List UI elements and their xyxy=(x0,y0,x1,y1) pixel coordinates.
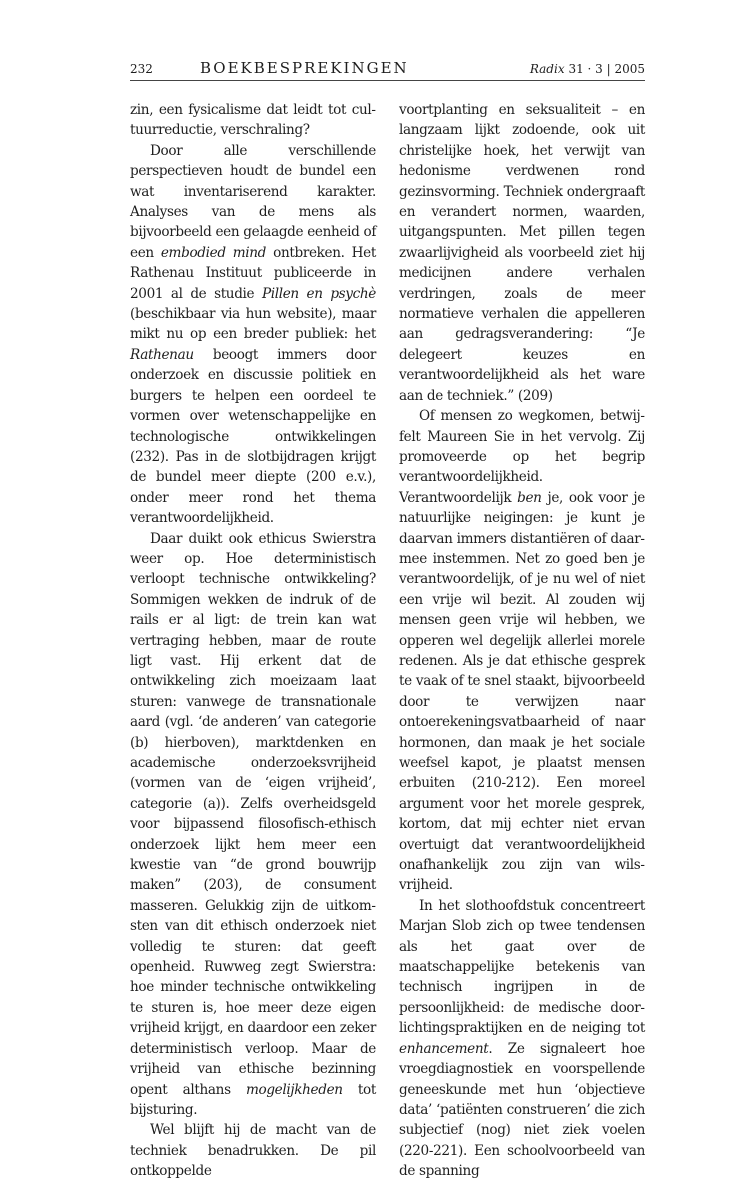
journal-citation xyxy=(530,62,645,76)
page-number: 232 xyxy=(130,62,153,76)
paragraph: Daar duikt ook ethicus Swierstra weer op. Hoe deterministisch verloopt technische ontwikkeling? Sommigen wekken de indruk of de rails er al ligt: de trein kan wat vertraging hebben, maar de route ligt vast. Hij erkent dat de ontwikkeling zich moeizaam laat sturen: vanwege de transnationale aard (vgl. ‘de anderen’ van categorie (b) hierboven), marktdenken en academische onderzoeksvrijheid (vormen van de ‘eigen vrijheid’, categorie (a)). Zelfs overheidsgeld voor bijpassend filosofisch-ethisch onderzoek lijkt hem meer een kwestie van “de grond bouwrijp maken” (203), de consument masseren. Gelukkig zijn de uitkomsten van dit ethisch onderzoek niet volledig te sturen: dat geeft openheid. Ruwweg zegt Swierstra: hoe minder technische ontwikkeling te sturen is, hoe meer deze eigen vrijheid krijgt, en daardoor een zeker deterministisch verloop. Maar de vrijheid van ethische bezinning opent althans mogelijkheden tot bijsturing. xyxy=(130,530,376,1118)
left-column xyxy=(130,100,376,1182)
paragraph: Wel blijft hij de macht van de techniek benadrukken. De pil ontkoppelde xyxy=(130,1122,376,1180)
right-column xyxy=(399,100,645,1182)
header-rule xyxy=(130,80,645,81)
section-title: BOEKBESPREKINGEN xyxy=(200,59,409,77)
paragraph: Of mensen zo wegkomen, betwijfelt Maureen Sie in het vervolg. Zij promoveerde op het begrip verantwoordelijkheid. Verantwoordelijk ben je, ook voor je natuurlijke neigingen: je kunt je daarvan immers distantiëren of daarmee instemmen. Net zo goed ben je verantwoordelijk, of je nu wel of niet een vrije wil bezit. Al zouden wij mensen geen vrije wil hebben, we opperen wel degelijk allerlei morele redenen. Als je dat ethische gesprek te vaak of te snel staakt, bijvoorbeeld door te verwijzen naar ontoerekeningsvatbaarheid of naar hormonen, dan maak je het sociale weefsel kapot, je plaatst mensen erbuiten (210-212). Een moreel argument voor het morele gesprek, kortom, dat mij echter niet ervan overtuigt dat verantwoordelijkheid onafhankelijk zou zijn van wilsvrijheid. xyxy=(399,408,645,894)
paragraph: voortplanting en seksualiteit – en langzaam lijkt zodoende, ook uit christelijke hoek, het verwijt van hedonisme verdwenen rond gezinsvorming. Techniek ondergraaft en verandert normen, waarden, uitgangspunten. Met pillen tegen zwaarlijvigheid als voorbeeld ziet hij medicijnen andere verhalen verdringen, zoals de meer normatieve verhalen die appelleren aan gedragsverandering: “Je delegeert keuzes en verantwoordelijkheid als het ware aan de techniek.” (209) xyxy=(399,102,645,404)
paragraph: zin, een fysicalisme dat leidt tot cultuurreductie, verschraling? xyxy=(130,102,376,139)
running-header xyxy=(130,59,645,79)
paragraph: In het slothoofdstuk concentreert Marjan Slob zich op twee tendensen als het gaat over de maatschappelijke betekenis van technisch ingrijpen in de persoonlijkheid: de medische doorlichtingspraktijken en de neiging tot enhancement. Ze signaleert hoe vroegdiagnostiek en voorspellende geneeskunde met hun ‘objectieve data’ ‘patiënten construeren’ die zich subjectief (nog) niet ziek voelen (220-221). Een schoolvoorbeeld van de spanning xyxy=(399,897,645,1180)
emphasis: mogelijkheden xyxy=(245,1081,343,1098)
emphasis: ben xyxy=(517,489,542,506)
paragraph: Door alle verschillende perspectieven houdt de bundel een wat inventariserend karakter. Analyses van de mens als bijvoorbeeld een gelaagde eenheid of een embodied mind ontbreken. Het Rathenau Instituut publiceerde in 2001 al de studie Pillen en psychè (beschikbaar via hun website), maar mikt nu op een breder publiek: het Rathenau beoogt immers door onderzoek en discussie politiek en burgers te helpen een oordeel te vormen over wetenschappelijke en technologische ontwikkelingen (232). Pas in de slotbijdragen krijgt de bundel meer diepte (200 e.v.), onder meer rond het thema verantwoordelijkheid. xyxy=(130,142,376,527)
emphasis: enhancement xyxy=(399,1040,489,1057)
journal-name: Radix xyxy=(529,62,565,76)
emphasis: Rathenau xyxy=(130,346,194,363)
emphasis: embodied mind xyxy=(160,244,267,261)
journal-issue: 31 · 3 | 2005 xyxy=(568,62,645,76)
emphasis: Pillen en psychè xyxy=(261,285,376,302)
